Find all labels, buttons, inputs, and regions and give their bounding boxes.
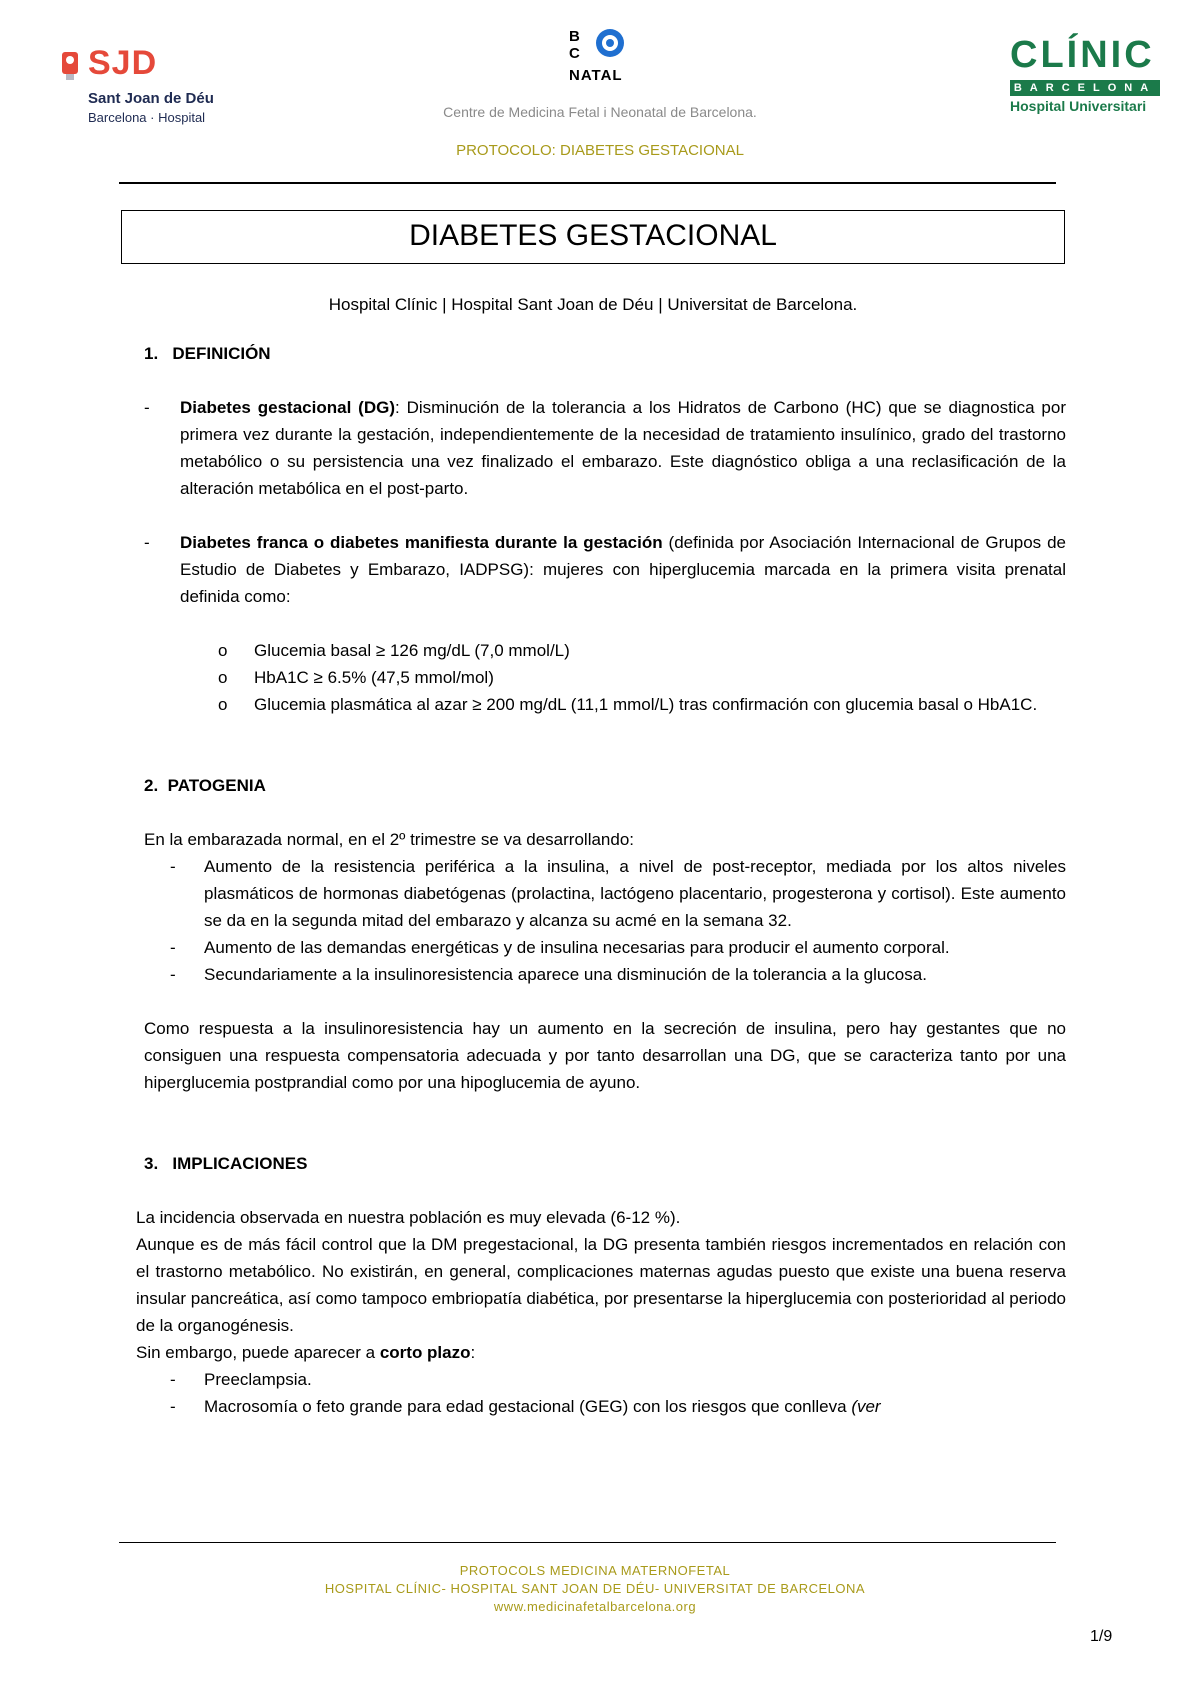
definition-term: Diabetes franca o diabetes manifiesta durante la gestación <box>180 533 663 552</box>
criteria-item: o Glucemia plasmática al azar ≥ 200 mg/dL (11,1 mmol/L) tras confirmación con glucemia basal o HbA1C. <box>218 695 1038 714</box>
sjd-name: SJD <box>88 44 158 82</box>
implicaciones-p2: Aunque es de más fácil control que la DM pregestacional, la DG presenta también riesgos incrementados en relación con el trastorno metabólico. No existirán, en general, complicaciones maternas agudas puesto que existe una buena reserva insular pancreática, así como tampoco embriopatía diabética, por presentarse la hiperglucemia con posterioridad al periodo de la organogénesis. <box>136 1235 1066 1335</box>
footer <box>200 1562 990 1616</box>
implicaciones-item: - Preeclampsia. <box>170 1370 312 1389</box>
criteria-item: o HbA1C ≥ 6.5% (47,5 mmol/mol) <box>218 668 494 687</box>
definition-text: (definida por Asociación Internacional de Grupos de Estudio de Diabetes y Embarazo, IADPSG): mujeres con hiperglucemia marcada en la primera visita prenatal definida como: <box>180 533 1067 606</box>
footer-url[interactable]: www.medicinafetalbarcelona.org <box>493 1599 697 1614</box>
clinic-hospital: Hospital Universitari <box>1010 98 1147 114</box>
definition-text: : Disminución de la tolerancia a los Hidratos de Carbono (HC) que se diagnostica por primera vez durante la gestación, independientemente de la necesidad de tratamiento insulínico, grado del trastorno metabólico o su persistencia una vez finalizado el embarazo. Este diagnóstico obliga a una reclasificación de la alteración metabólica en el post-parto. <box>180 398 1066 498</box>
header-divider <box>119 182 1056 184</box>
patogenia-item: - Aumento de la resistencia periférica a la insulina, a nivel de post-receptor, mediada por los altos niveles plasmáticos de hormonas diabetógenas (prolactina, lactógeno placentario, progesterona y cortisol). Este aumento se da en la segunda mitad del embarazo y alcanza su acmé en la semana 32. <box>170 857 1066 930</box>
protocol-label: PROTOCOLO: DIABETES GESTACIONAL <box>456 142 744 159</box>
bcnatal-eye-icon <box>593 26 627 60</box>
definition-item: - Diabetes gestacional (DG): Disminución de la tolerancia a los Hidratos de Carbono (HC) que se diagnostica por primera vez durante la gestación, independientemente de la necesidad de tratamiento insulínico, grado del trastorno metabólico o su persistencia una vez finalizado el embarazo. Este diagnóstico obliga a una reclasificación de la alteración metabólica en el post-parto. <box>144 398 1066 498</box>
bcnatal-logo <box>563 22 653 92</box>
section-heading-patogenia: 2. PATOGENIA <box>144 776 266 795</box>
patogenia-intro: En la embarazada normal, en el 2º trimestre se va desarrollando: <box>144 830 635 849</box>
footer-line2: HOSPITAL CLÍNIC- HOSPITAL SANT JOAN DE DÉU- UNIVERSITAT DE BARCELONA <box>324 1581 866 1596</box>
clinic-logo <box>1010 34 1170 120</box>
document-title: DIABETES GESTACIONAL <box>121 210 1065 264</box>
center-subtitle: Centre de Medicina Fetal i Neonatal de Barcelona. <box>443 104 757 120</box>
section-heading-implicaciones: 3. IMPLICACIONES <box>144 1154 308 1173</box>
patogenia-item: - Aumento de las demandas energéticas y de insulina necesarias para producir el aumento corporal. <box>170 938 950 957</box>
footer-line1: PROTOCOLS MEDICINA MATERNOFETAL <box>459 1563 731 1578</box>
bcn-letters: B C <box>569 28 580 62</box>
criteria-item: o Glucemia basal ≥ 126 mg/dL (7,0 mmol/L) <box>218 641 570 660</box>
clinic-word: CLÍNIC <box>1010 34 1155 76</box>
sjd-line1: Sant Joan de Déu <box>88 90 214 107</box>
section-heading-definicion: 1. DEFINICIÓN <box>144 344 271 363</box>
affiliation: Hospital Clínic | Hospital Sant Joan de Déu | Universitat de Barcelona. <box>328 295 858 314</box>
implicaciones-item: - Macrosomía o feto grande para edad gestacional (GEG) con los riesgos que conlleva (ver <box>170 1397 881 1416</box>
page-number: 1/9 <box>1090 1628 1113 1645</box>
sjd-logo <box>58 44 238 134</box>
bcn-natal: NATAL <box>569 67 623 84</box>
definition-term: Diabetes gestacional (DG) <box>180 398 395 417</box>
clinic-bar: BARCELONA <box>1010 80 1160 96</box>
implicaciones-p3: Sin embargo, puede aparecer a corto plazo: <box>136 1343 476 1362</box>
document-body <box>136 340 1066 1420</box>
patogenia-closing: Como respuesta a la insulinoresistencia hay un aumento en la secreción de insulina, pero hay gestantes que no consiguen una respuesta compensatoria adecuada y por tanto desarrollan una DG, que se caracteriza tanto por una hiperglucemia postprandial como por una hipoglucemia de ayuno. <box>144 1019 1066 1092</box>
patogenia-item: - Secundariamente a la insulinoresistencia aparece una disminución de la tolerancia a la glucosa. <box>170 965 927 984</box>
footer-divider <box>119 1542 1056 1543</box>
sjd-line2: Barcelona · Hospital <box>88 110 206 125</box>
definition-item: - Diabetes franca o diabetes manifiesta durante la gestación (definida por Asociación Internacional de Grupos de Estudio de Diabetes y Embarazo, IADPSG): mujeres con hiperglucemia marcada en la primera visita prenatal definida como: <box>144 533 1067 606</box>
sjd-emblem-icon <box>58 48 84 86</box>
implicaciones-p1: La incidencia observada en nuestra población es muy elevada (6-12 %). <box>136 1208 681 1227</box>
